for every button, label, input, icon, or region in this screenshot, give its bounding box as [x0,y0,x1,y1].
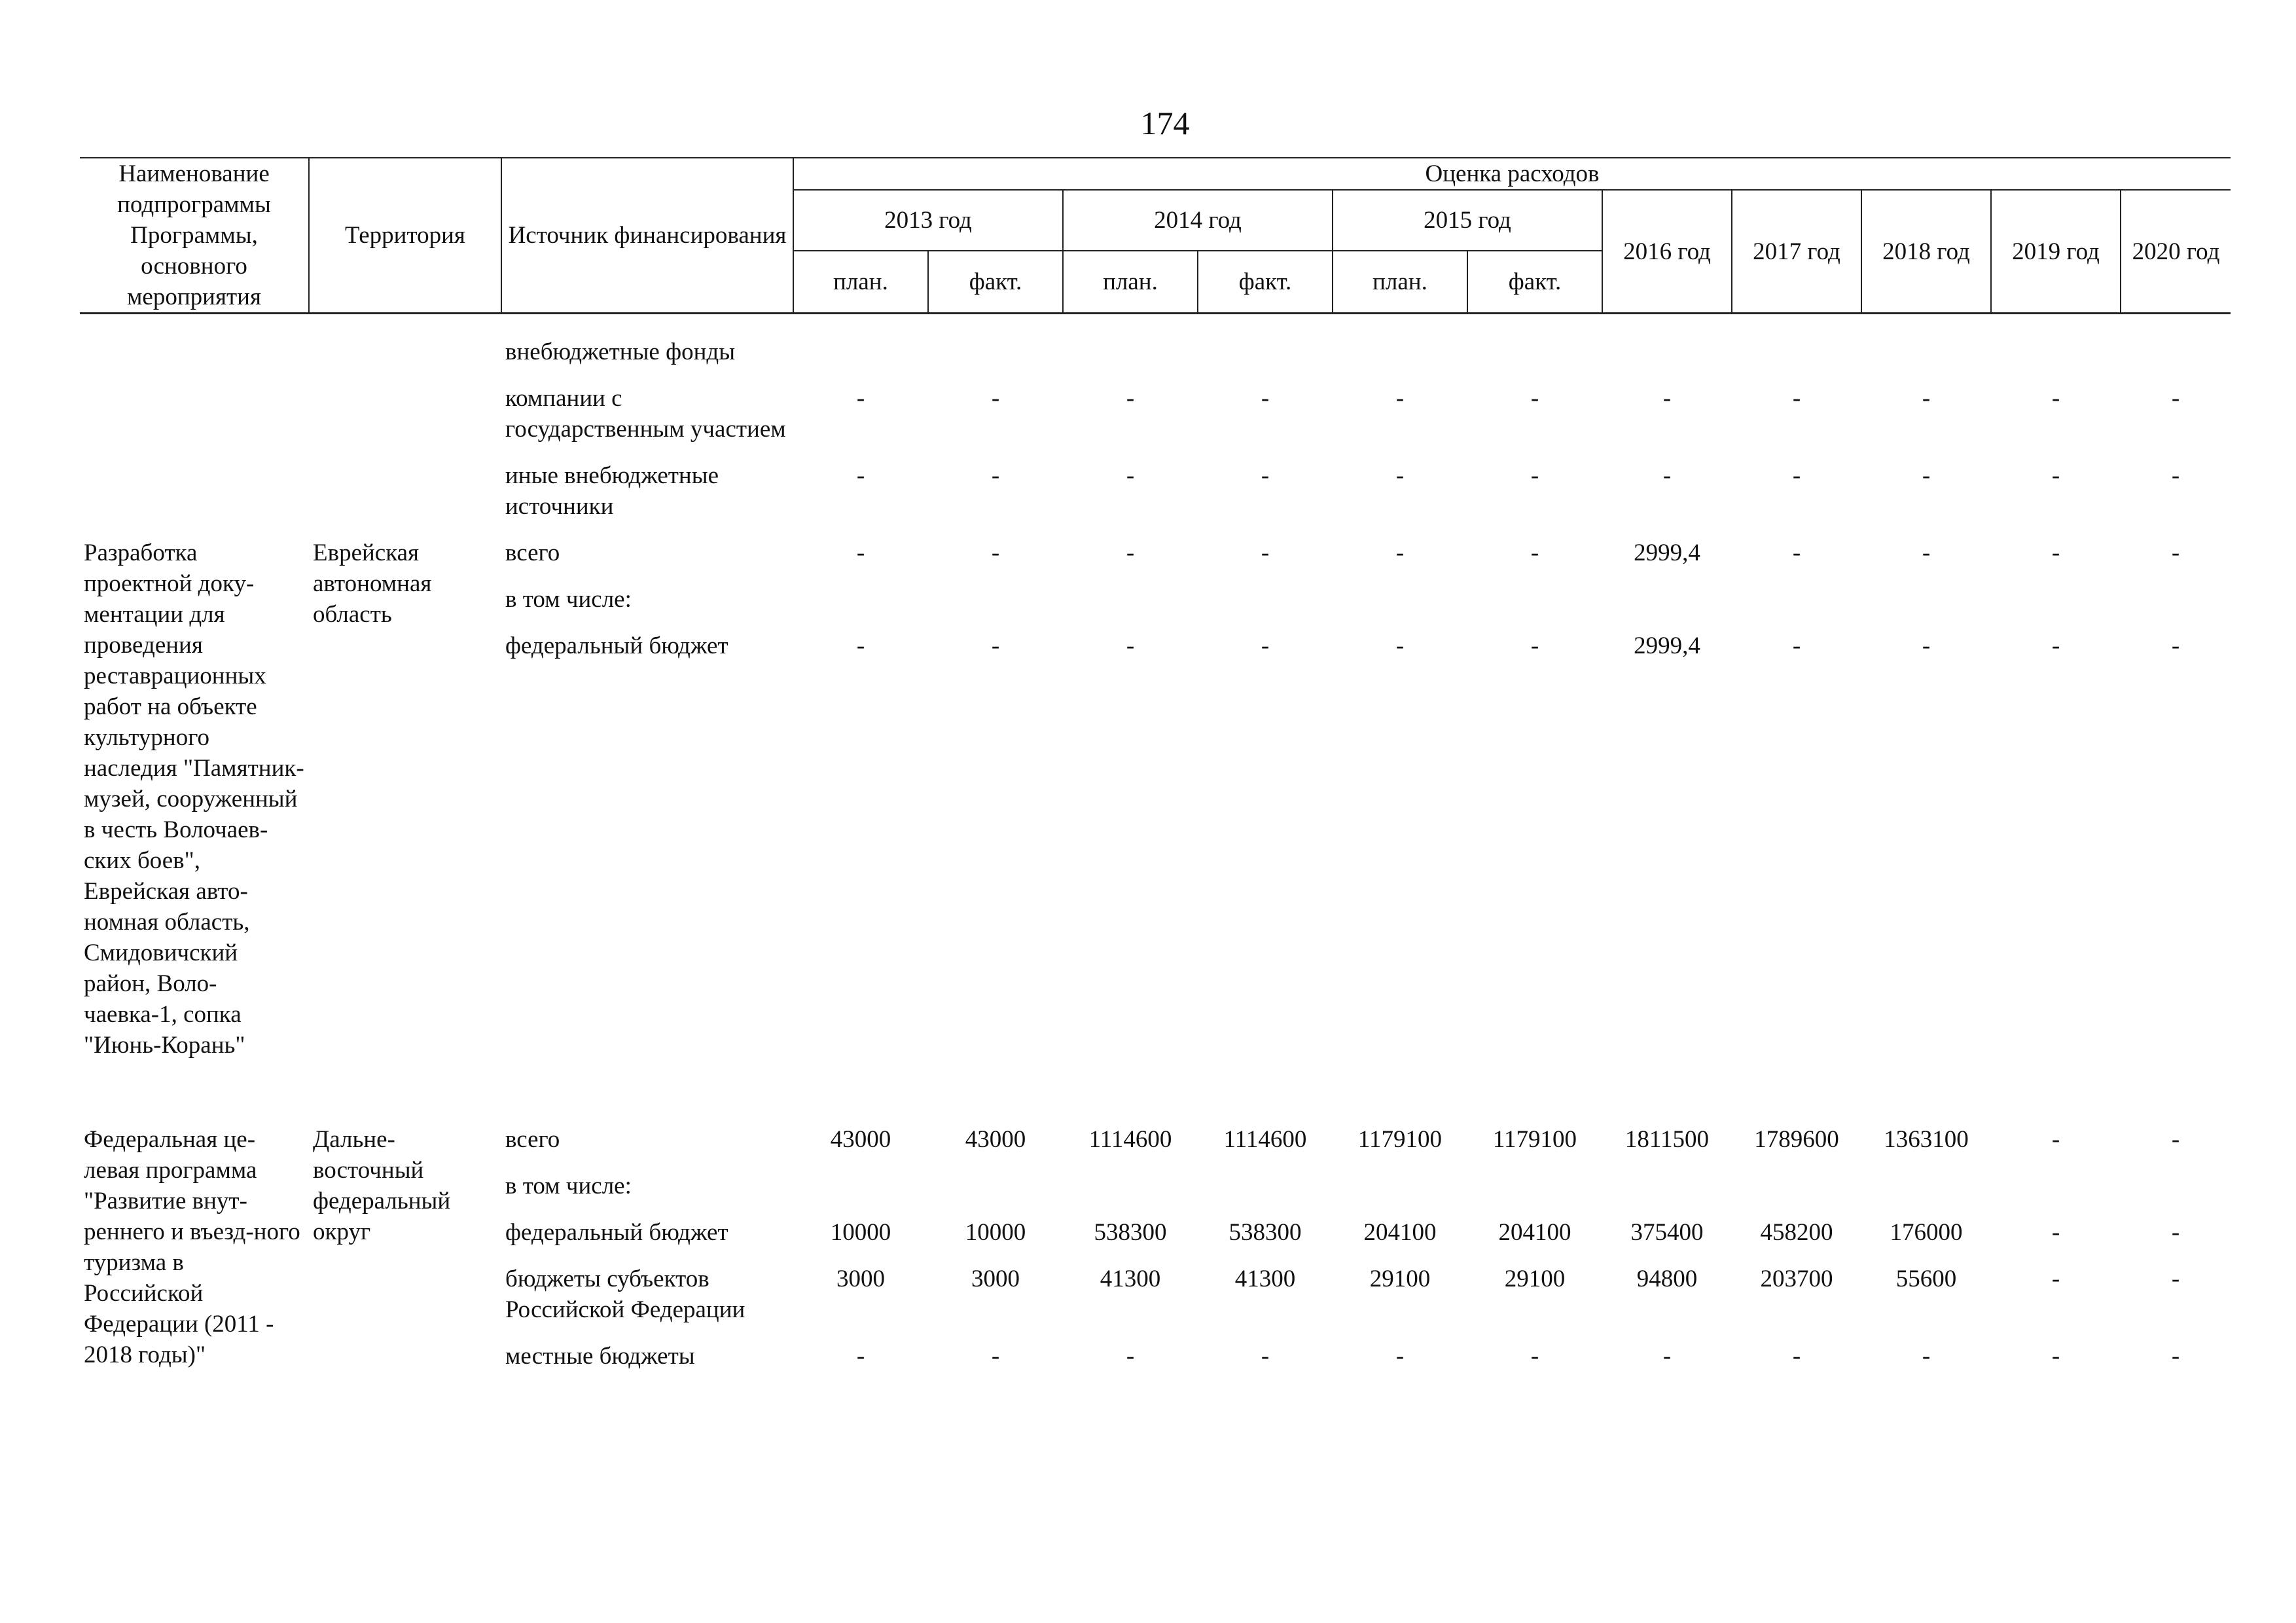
source-cell: компании с государственным участием [505,385,786,443]
value-cell: - [2171,1266,2180,1292]
value-cell [1198,576,1333,623]
value-cell: - [2051,539,2060,566]
value-cell: 41300 [1234,1266,1296,1292]
value-cell: - [1395,462,1405,489]
territory-cell: Дальне-восточный федеральный округ [313,1126,451,1245]
value-cell [1602,329,1732,375]
value-cell [1333,329,1467,375]
value-cell: - [2171,1126,2180,1153]
source-cell: местные бюджеты [505,1343,695,1370]
value-cell: 1114600 [1088,1126,1172,1153]
value-cell: 29100 [1504,1266,1566,1292]
value-cell [1732,576,1861,623]
source-cell: федеральный бюджет [505,1219,728,1246]
value-cell: - [2051,1219,2060,1246]
source-cell: всего [505,539,560,566]
value-cell: 55600 [1895,1266,1957,1292]
value-cell: - [1126,632,1135,659]
header-year-2018: 2018 год [1861,190,1991,314]
value-cell [928,329,1063,375]
expense-table [80,157,2231,1398]
table-row [80,530,2231,576]
value-cell [1467,1163,1602,1209]
value-cell: - [991,385,1000,412]
value-cell [1198,329,1333,375]
value-cell [1063,329,1198,375]
value-cell: 1179100 [1492,1126,1577,1153]
value-cell: - [1395,385,1405,412]
source-cell: федеральный бюджет [505,632,728,659]
header-name: Наименование подпрограммы Программы, основного мероприятия [80,158,309,314]
value-cell: 1179100 [1357,1126,1443,1153]
value-cell: - [1126,1343,1135,1370]
value-cell [1861,576,1991,623]
value-cell: - [856,539,865,566]
value-cell: - [1792,539,1801,566]
value-cell: - [1792,385,1801,412]
header-fact-2013: факт. [928,251,1063,314]
source-cell: иные внебюджетные источники [505,462,719,520]
source-cell: в том числе: [505,1173,632,1199]
value-cell [928,1163,1063,1209]
value-cell [1467,329,1602,375]
table-row [80,375,2231,452]
header-fact-2015: факт. [1467,251,1602,314]
value-cell: 41300 [1100,1266,1161,1292]
value-cell [1333,1163,1467,1209]
value-cell: - [1395,632,1405,659]
value-cell: - [1395,1343,1405,1370]
value-cell: - [1662,462,1672,489]
value-cell: 10000 [965,1219,1026,1246]
value-cell [1333,576,1467,623]
value-cell [1991,1163,2121,1209]
table-row [80,452,2231,530]
value-cell: - [2051,1266,2060,1292]
value-cell: - [2171,1343,2180,1370]
header-year-2014: 2014 год [1063,190,1333,251]
value-cell: 94800 [1636,1266,1698,1292]
value-cell: - [1922,385,1931,412]
value-cell [1861,1163,1991,1209]
value-cell: - [856,632,865,659]
value-cell: - [1126,385,1135,412]
value-cell [1467,576,1602,623]
value-cell: - [2051,385,2060,412]
value-cell [793,1163,928,1209]
value-cell [793,329,928,375]
value-cell: 1789600 [1754,1126,1839,1153]
value-cell [1732,1163,1861,1209]
header-year-2016: 2016 год [1602,190,1732,314]
value-cell: - [1530,385,1539,412]
value-cell: - [1922,632,1931,659]
value-cell: - [1792,632,1801,659]
value-cell: 1811500 [1624,1126,1710,1153]
value-cell: - [991,539,1000,566]
value-cell: - [1530,539,1539,566]
header-expense-estimate: Оценка расходов [793,158,2231,190]
table-row [80,329,2231,375]
value-cell: 1363100 [1884,1126,1969,1153]
value-cell [1991,576,2121,623]
value-cell: - [1792,462,1801,489]
value-cell: 43000 [830,1126,891,1153]
value-cell: - [2171,385,2180,412]
header-year-2015: 2015 год [1333,190,1602,251]
value-cell: - [1395,539,1405,566]
value-cell: - [1662,1343,1672,1370]
value-cell: - [1530,462,1539,489]
value-cell: 176000 [1890,1219,1963,1246]
value-cell: - [1792,1343,1801,1370]
header-plan-2014: план. [1063,251,1198,314]
value-cell: - [2051,632,2060,659]
value-cell: - [2051,462,2060,489]
value-cell: 538300 [1094,1219,1167,1246]
source-cell: всего [505,1126,560,1153]
program-name-cell: Разработка проектной доку-ментации для проведения реставрационных работ на объекте культурного наследия "Памятник-музей, сооруженный в честь Волочаев-ских боев", Еврейская авто-номная область, Смидовичский район, Воло-чаевка-1, сопка "Июнь-Корань" [84,539,304,1059]
value-cell: - [856,385,865,412]
value-cell: 3000 [971,1266,1020,1292]
header-plan-2015: план. [1333,251,1467,314]
value-cell [1991,329,2121,375]
value-cell: 2999,4 [1634,632,1700,659]
value-cell [2121,1163,2231,1209]
value-cell: - [1662,385,1672,412]
value-cell [1063,576,1198,623]
value-cell: 10000 [830,1219,891,1246]
value-cell [928,576,1063,623]
header-year-2017: 2017 год [1732,190,1861,314]
value-cell [2121,329,2231,375]
header-fact-2014: факт. [1198,251,1333,314]
program-name-cell: Федеральная це-левая программа "Развитие внут-реннего и въезд-ного туризма в Российской Федерации (2011 - 2018 годы)" [84,1126,300,1368]
value-cell: - [991,462,1000,489]
value-cell [1063,1163,1198,1209]
value-cell: 204100 [1363,1219,1437,1246]
value-cell: 204100 [1498,1219,1571,1246]
value-cell: 3000 [836,1266,885,1292]
source-cell: бюджеты субъектов Российской Федерации [505,1266,745,1323]
source-cell: в том числе: [505,586,632,613]
value-cell: - [2051,1126,2060,1153]
territory-cell: Еврейская автономная область [313,539,432,628]
value-cell: - [856,1343,865,1370]
value-cell: 375400 [1630,1219,1704,1246]
value-cell: - [2171,1219,2180,1246]
value-cell: - [1261,632,1270,659]
value-cell [1198,1163,1333,1209]
value-cell: - [1922,1343,1931,1370]
header-territory: Территория [309,158,501,314]
value-cell: - [1261,539,1270,566]
value-cell: 458200 [1760,1219,1833,1246]
value-cell: - [1261,462,1270,489]
value-cell: - [991,632,1000,659]
header-plan-2013: план. [793,251,928,314]
value-cell: 43000 [965,1126,1026,1153]
value-cell [1861,329,1991,375]
value-cell: 538300 [1229,1219,1302,1246]
value-cell [2121,576,2231,623]
source-cell: внебюджетные фонды [505,338,736,365]
table-row [80,1108,2231,1163]
value-cell: - [1126,462,1135,489]
value-cell: - [2171,462,2180,489]
value-cell: - [1530,1343,1539,1370]
value-cell: - [1261,385,1270,412]
value-cell: - [1530,632,1539,659]
header-year-2019: 2019 год [1991,190,2121,314]
value-cell: - [1922,539,1931,566]
value-cell: - [991,1343,1000,1370]
header-year-2013: 2013 год [793,190,1063,251]
table-header [80,158,2231,314]
value-cell [1602,576,1732,623]
value-cell: - [2051,1343,2060,1370]
value-cell: - [856,462,865,489]
value-cell: - [2171,632,2180,659]
value-cell: 2999,4 [1634,539,1700,566]
value-cell: - [1261,1343,1270,1370]
value-cell [793,576,928,623]
header-source: Источник финансирования [501,158,793,314]
value-cell: - [2171,539,2180,566]
value-cell: 1114600 [1223,1126,1307,1153]
value-cell [1602,1163,1732,1209]
page-number: 174 [1140,105,1190,141]
value-cell: - [1126,539,1135,566]
value-cell: 203700 [1760,1266,1833,1292]
value-cell [1732,329,1861,375]
value-cell: - [1922,462,1931,489]
value-cell: 29100 [1369,1266,1431,1292]
header-year-2020: 2020 год [2121,190,2231,314]
